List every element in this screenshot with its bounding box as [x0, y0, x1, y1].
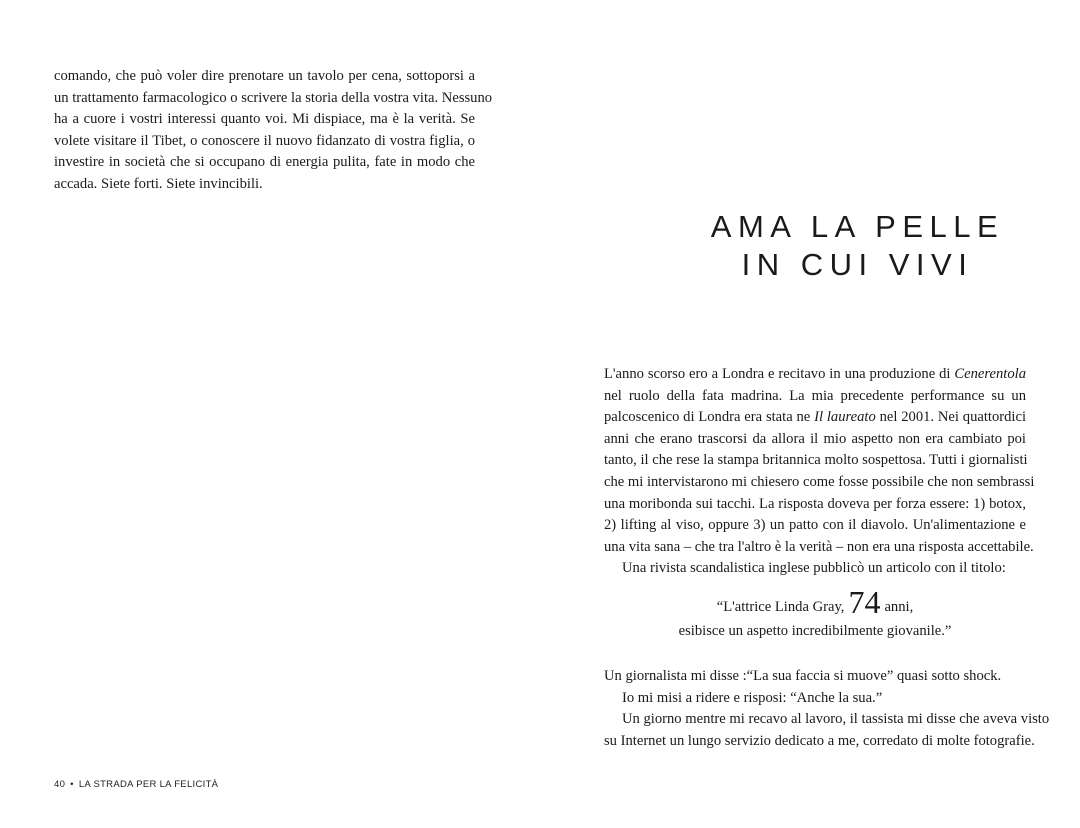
footer-bullet: •	[70, 779, 74, 790]
running-title: LA STRADA PER LA FELICITÀ	[78, 779, 219, 790]
page-number: 40	[54, 779, 66, 790]
chapter-title	[680, 208, 1035, 284]
closing-paragraphs	[604, 666, 1050, 752]
quote-age-number: 74	[848, 584, 881, 620]
text-line: Io mi misi a ridere e risposi: “Anche la sua.”	[622, 689, 883, 706]
text-line: una moribonda sui tacchi. La risposta doveva per forza essere: 1) botox,	[604, 495, 1026, 512]
opening-paragraph	[604, 364, 1035, 580]
text-line: Una rivista scandalistica inglese pubblicò un articolo con il titolo:	[622, 560, 1006, 577]
text-line: anni che erano trascorsi da allora il mio aspetto non era cambiato poi	[604, 430, 1026, 447]
text-line: 2) lifting al viso, oppure 3) un patto con il diavolo. Un'alimentazione e	[604, 517, 1026, 534]
text-line: accada. Siete forti. Siete invincibili.	[54, 175, 263, 192]
text-line: su Internet un lungo servizio dedicato a me, corredato di molte fotografie.	[604, 732, 1035, 749]
text-line	[604, 407, 1026, 429]
text-run: nel 2001. Nei quattordici	[875, 409, 1026, 426]
quoted-headline	[604, 584, 1026, 643]
chapter-title-line-2: IN CUI VIVI	[741, 247, 974, 282]
text-line: investire in società che si occupano di energia pulita, fate in modo che	[54, 154, 475, 171]
running-footer	[54, 779, 218, 790]
quote-line-1	[604, 584, 1026, 620]
text-line: tanto, il che rese la stampa britannica molto sospettosa. Tutti i giornalisti	[604, 452, 1028, 469]
text-run: palcoscenico di Londra era stata ne	[604, 409, 815, 426]
quote-text: anni,	[884, 599, 914, 615]
text-line: nel ruolo della fata madrina. La mia precedente performance su un	[604, 387, 1026, 404]
left-body-text	[54, 66, 493, 196]
text-line: un trattamento farmacologico o scrivere la storia della vostra vita. Nessuno	[54, 89, 493, 106]
book-title-il-laureato: Il laureato	[814, 409, 876, 426]
right-page	[540, 0, 1080, 828]
quote-line-2: esibisce un aspetto incredibilmente giovanile.”	[678, 623, 952, 639]
book-title-cenerentola: Cenerentola	[954, 366, 1026, 382]
text-line	[604, 364, 1026, 386]
text-line: ha a cuore i vostri interessi quanto voi. Mi dispiace, ma è la verità. Se	[54, 111, 475, 128]
text-line: Un giornalista mi disse :“La sua faccia si muove” quasi sotto shock.	[604, 668, 1002, 684]
chapter-title-line-1: AMA LA PELLE	[710, 209, 1005, 244]
text-line: volete visitare il Tibet, o conoscere il nuovo fidanzato di vostra figlia, o	[54, 132, 475, 149]
quote-text: “L'attrice Linda Gray,	[716, 599, 845, 615]
text-line: Un giorno mentre mi recavo al lavoro, il tassista mi disse che aveva visto	[622, 711, 1050, 728]
text-run: L'anno scorso ero a Londra e recitavo in una produzione di	[604, 366, 955, 382]
text-line: che mi intervistarono mi chiesero come fosse possibile che non sembrassi	[604, 473, 1035, 490]
text-line: una vita sana – che tra l'altro è la verità – non era una risposta accettabile.	[604, 538, 1034, 555]
text-line: comando, che può voler dire prenotare un tavolo per cena, sottoporsi a	[54, 68, 475, 84]
